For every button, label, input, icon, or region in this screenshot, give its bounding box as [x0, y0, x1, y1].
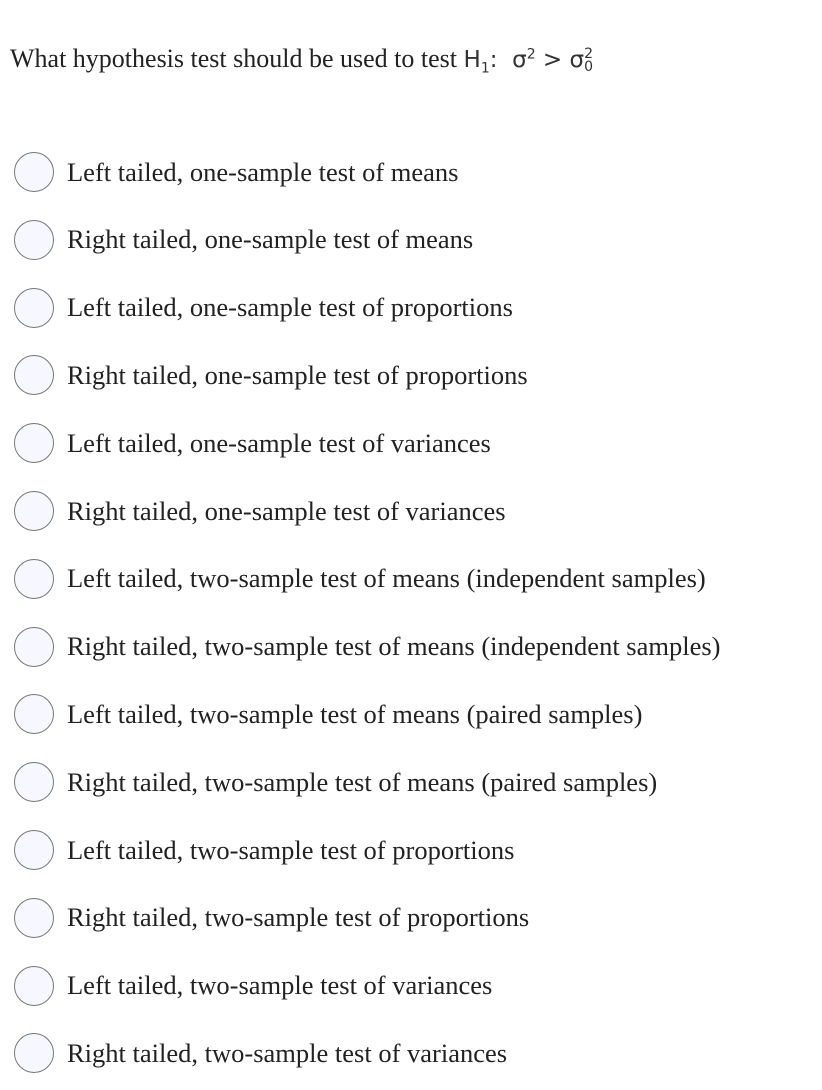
- answer-option[interactable]: [14, 353, 528, 397]
- radio-button[interactable]: [14, 830, 54, 870]
- answer-option[interactable]: [14, 828, 514, 872]
- option-label: Right tailed, two-sample test of variances: [67, 1037, 508, 1068]
- option-label: Right tailed, two-sample test of means (independent samples): [67, 631, 721, 662]
- option-label: Left tailed, two-sample test of means (independent samples): [67, 563, 706, 594]
- option-label: Left tailed, two-sample test of means (paired samples): [67, 698, 643, 729]
- answer-option[interactable]: [14, 896, 529, 940]
- answer-option[interactable]: [14, 692, 642, 736]
- radio-button[interactable]: [14, 559, 54, 599]
- radio-button[interactable]: [14, 288, 54, 328]
- option-label: Left tailed, one-sample test of proportions: [67, 292, 513, 323]
- question-text: [10, 44, 593, 77]
- radio-button[interactable]: [14, 355, 54, 395]
- answer-option[interactable]: [14, 964, 492, 1008]
- answer-option[interactable]: [14, 760, 657, 804]
- formula-sigma: σ: [512, 47, 527, 73]
- hypothesis-formula: [463, 45, 594, 77]
- question-label: What hypothesis test should be used to test: [10, 44, 458, 73]
- option-label: Right tailed, one-sample test of proportions: [67, 359, 528, 390]
- option-label: Right tailed, two-sample test of means (paired samples): [67, 766, 658, 797]
- answer-option[interactable]: [14, 421, 491, 465]
- option-label: Left tailed, one-sample test of variances: [67, 427, 491, 458]
- radio-button[interactable]: [14, 220, 54, 260]
- answer-option[interactable]: [14, 150, 458, 194]
- option-label: Right tailed, one-sample test of means: [67, 224, 474, 255]
- formula-gt: >: [542, 47, 563, 73]
- option-label: Right tailed, one-sample test of variances: [67, 495, 506, 526]
- radio-button[interactable]: [14, 966, 54, 1006]
- formula-sub0: 0: [584, 58, 594, 75]
- radio-button[interactable]: [14, 762, 54, 802]
- option-label: Left tailed, two-sample test of variances: [67, 970, 493, 1001]
- radio-button[interactable]: [14, 694, 54, 734]
- radio-button[interactable]: [14, 1033, 54, 1073]
- answer-option[interactable]: [14, 286, 513, 330]
- formula-sq: 2: [526, 46, 536, 63]
- formula-h-sub: 1: [480, 60, 490, 77]
- formula-sq0: 2: [584, 45, 594, 62]
- answer-option[interactable]: [14, 1031, 507, 1075]
- answer-option[interactable]: [14, 625, 721, 669]
- option-label: Left tailed, two-sample test of proportions: [67, 834, 515, 865]
- option-label: Left tailed, one-sample test of means: [67, 156, 459, 187]
- formula-sigma0: σ: [569, 47, 585, 73]
- formula-h: H: [463, 47, 481, 73]
- option-label: Right tailed, two-sample test of proportions: [67, 902, 530, 933]
- radio-button[interactable]: [14, 898, 54, 938]
- radio-button[interactable]: [14, 491, 54, 531]
- answer-option[interactable]: [14, 489, 506, 533]
- answer-option[interactable]: [14, 557, 706, 601]
- answer-option[interactable]: [14, 218, 473, 262]
- radio-button[interactable]: [14, 152, 54, 192]
- radio-button[interactable]: [14, 423, 54, 463]
- radio-button[interactable]: [14, 627, 54, 667]
- formula-colon: :: [489, 47, 498, 73]
